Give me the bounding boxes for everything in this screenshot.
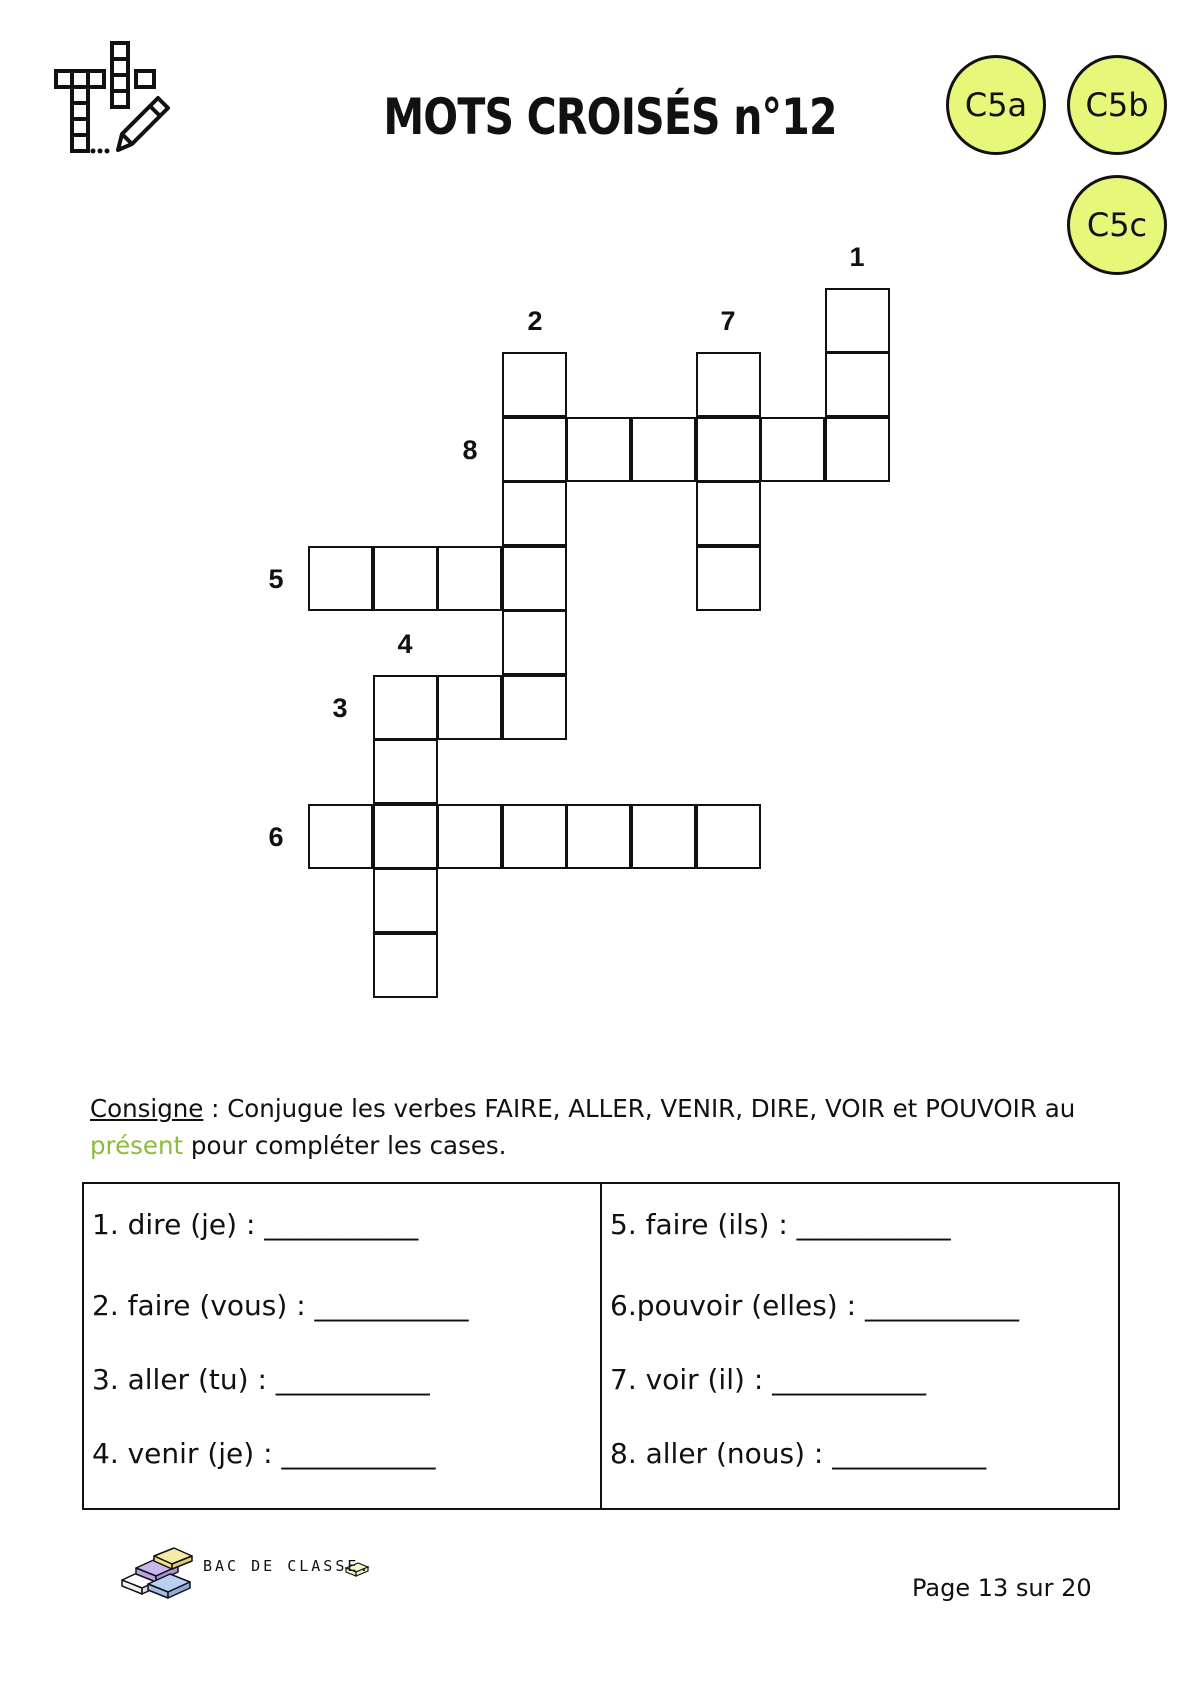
level-badge-c5a: C5a xyxy=(946,55,1046,155)
clue-number-4: 4 xyxy=(397,629,413,659)
clues-right-column xyxy=(600,1184,1118,1508)
grid-cell[interactable] xyxy=(373,868,438,933)
clue-number-5: 5 xyxy=(268,564,284,594)
grid-cell[interactable] xyxy=(373,739,438,804)
clue-item: 1. dire (je) : ___________ xyxy=(92,1208,419,1241)
level-badge-c5b: C5b xyxy=(1067,55,1167,155)
grid-cell[interactable] xyxy=(566,804,631,869)
grid-cell[interactable] xyxy=(825,352,890,417)
grid-cell[interactable] xyxy=(631,804,696,869)
grid-cell[interactable] xyxy=(308,804,373,869)
grid-cell[interactable] xyxy=(437,546,502,611)
clue-number-2: 2 xyxy=(527,306,543,336)
clue-number-8: 8 xyxy=(462,435,478,465)
grid-cell[interactable] xyxy=(502,546,567,611)
clue-item: 6.pouvoir (elles) : ___________ xyxy=(610,1289,1019,1322)
instructions-text-end: pour compléter les cases. xyxy=(183,1131,507,1160)
grid-cell[interactable] xyxy=(437,675,502,740)
clues-table xyxy=(82,1182,1120,1510)
grid-cell[interactable] xyxy=(373,675,438,740)
grid-cell[interactable] xyxy=(696,481,761,546)
grid-cell[interactable] xyxy=(373,804,438,869)
grid-cell[interactable] xyxy=(696,546,761,611)
instructions-highlight: présent xyxy=(90,1131,184,1160)
clues-left-column xyxy=(84,1184,600,1508)
clue-number-3: 3 xyxy=(332,693,348,723)
clue-item: 2. faire (vous) : ___________ xyxy=(92,1289,469,1322)
clue-item: 8. aller (nous) : ___________ xyxy=(610,1437,987,1470)
grid-cell[interactable] xyxy=(437,804,502,869)
grid-cell[interactable] xyxy=(566,417,631,482)
grid-cell[interactable] xyxy=(825,288,890,353)
page-number: Page 13 sur 20 xyxy=(912,1574,1092,1602)
grid-cell[interactable] xyxy=(373,546,438,611)
grid-cell[interactable] xyxy=(760,417,825,482)
clue-number-6: 6 xyxy=(268,822,284,852)
instructions xyxy=(90,1090,1130,1164)
clue-item: 4. venir (je) : ___________ xyxy=(92,1437,436,1470)
grid-cell[interactable] xyxy=(502,610,567,675)
grid-cell[interactable] xyxy=(502,352,567,417)
clue-number-1: 1 xyxy=(849,242,865,272)
instructions-label: Consigne xyxy=(90,1094,204,1123)
grid-cell[interactable] xyxy=(502,675,567,740)
clue-item: 7. voir (il) : ___________ xyxy=(610,1363,927,1396)
grid-cell[interactable] xyxy=(696,352,761,417)
grid-cell[interactable] xyxy=(825,417,890,482)
grid-cell[interactable] xyxy=(631,417,696,482)
level-badge-c5c: C5c xyxy=(1067,175,1167,275)
grid-cell[interactable] xyxy=(308,546,373,611)
grid-cell[interactable] xyxy=(502,481,567,546)
clue-item: 5. faire (ils) : ___________ xyxy=(610,1208,951,1241)
instructions-text: : Conjugue les verbes FAIRE, ALLER, VENIR, DIRE, VOIR et POUVOIR au xyxy=(203,1094,1076,1123)
grid-cell[interactable] xyxy=(696,417,761,482)
grid-cell[interactable] xyxy=(502,804,567,869)
grid-cell[interactable] xyxy=(373,933,438,998)
clue-number-7: 7 xyxy=(720,306,736,336)
grid-cell[interactable] xyxy=(502,417,567,482)
clue-item: 3. aller (tu) : ___________ xyxy=(92,1363,430,1396)
grid-cell[interactable] xyxy=(696,804,761,869)
page-title: MOTS CROISÉS n°12 xyxy=(383,88,837,146)
footer-logo-text: BAC DE CLASSE. xyxy=(203,1557,372,1575)
